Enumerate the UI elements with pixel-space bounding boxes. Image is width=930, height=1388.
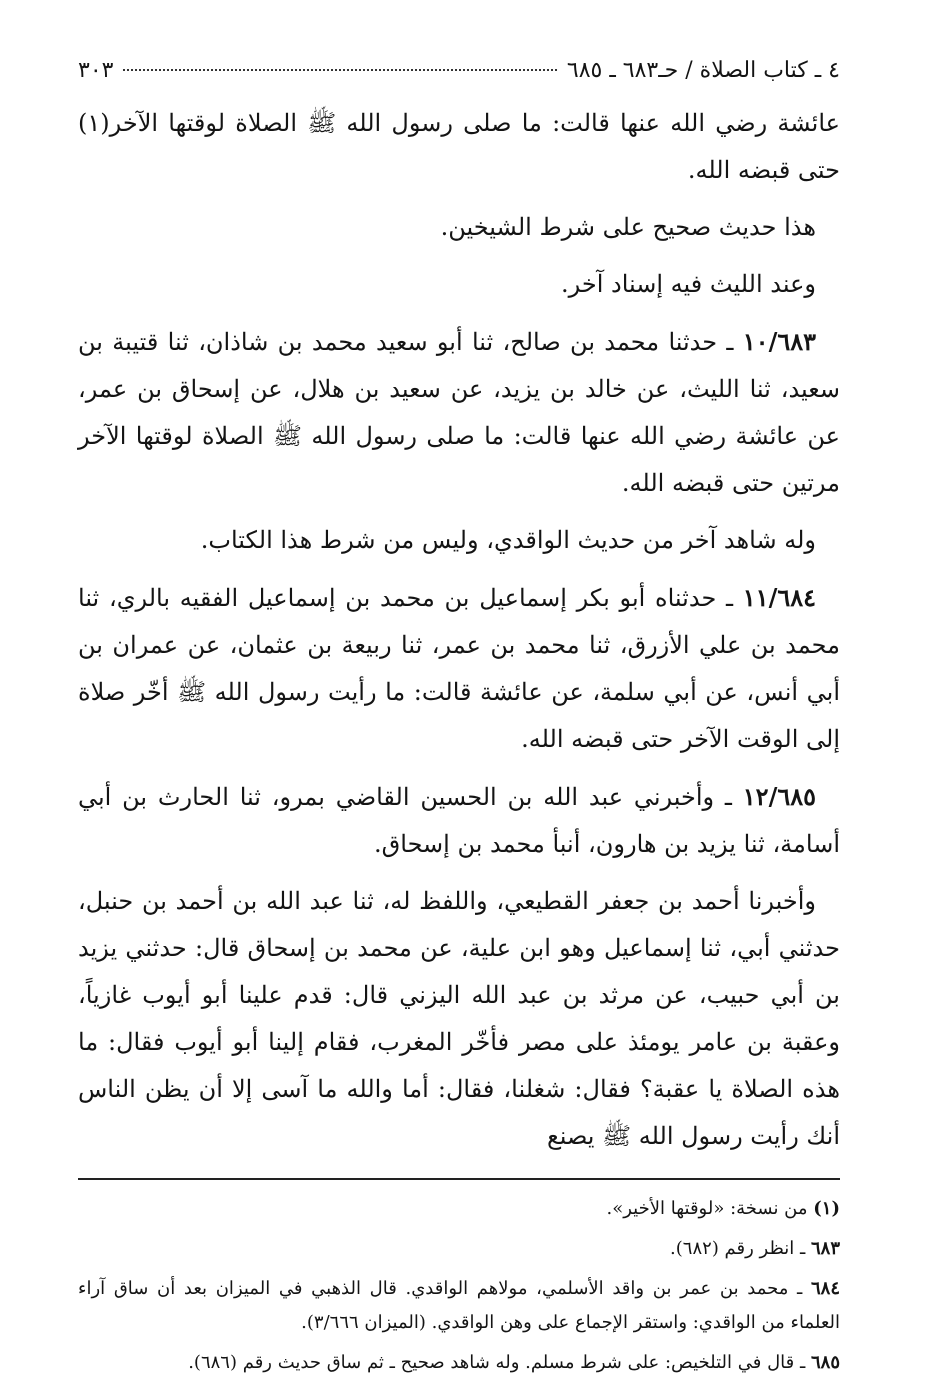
footnotes: [78, 1192, 840, 1380]
hadith-number: ١١/٦٨٤: [742, 583, 816, 612]
footnote: [78, 1232, 840, 1266]
hadith-text: ـ وأخبرني عبد الله بن الحسين القاضي بمرو، ثنا الحارث بن أبي أسامة، ثنا يزيد بن هارون، أنبأ محمد بن إسحاق.: [78, 783, 840, 858]
hadith-paragraph: [78, 318, 840, 507]
hadith-paragraph: [78, 574, 840, 763]
hadith-number: ١٠/٦٨٣: [742, 327, 816, 356]
hadith-text: ـ حدثنا محمد بن صالح، ثنا أبو سعيد محمد بن شاذان، ثنا قتيبة بن سعيد، ثنا الليث، عن خالد بن يزيد، عن سعيد بن هلال، عن إسحاق بن عمر، عن عائشة رضي الله عنها قالت: ما صلى رسول الله ﷺ الصلاة لوقتها الآخر مرتين حتى قبضه الله.: [78, 328, 841, 497]
footnote-text: ـ انظر رقم (٦٨٢).: [670, 1238, 811, 1259]
hadith-number: ١٢/٦٨٥: [742, 782, 816, 811]
paragraph: عائشة رضي الله عنها قالت: ما صلى رسول الله ﷺ الصلاة لوقتها الآخر(١) حتى قبضه الله.: [78, 109, 840, 184]
footnote-number: ٦٨٣: [810, 1238, 840, 1259]
running-title: ٤ ـ كتاب الصلاة / حـ٦٨٣ ـ ٦٨٥: [566, 58, 840, 83]
page-number: ٣٠٣: [78, 58, 114, 83]
footnote: [78, 1346, 840, 1380]
paragraph: وعند الليث فيه إسناد آخر.: [561, 270, 816, 298]
footnote-text: ـ قال في التلخيص: على شرط مسلم. وله شاهد صحيح ـ ثم ساق حديث رقم (٦٨٦).: [188, 1352, 811, 1373]
hadith-paragraph: [78, 773, 840, 868]
dotted-leader: [123, 69, 556, 71]
paragraph: وأخبرنا أحمد بن جعفر القطيعي، واللفظ له، ثنا عبد الله بن أحمد بن حنبل، حدثني أبي، ثنا إسماعيل وهو ابن علية، عن محمد بن إسحاق قال: حدثني يزيد بن أبي حبيب، عن مرثد بن عبد الله اليزني قال: قدم علينا أبو أيوب غازياً، وعقبة بن عامر يومئذ على مصر فأخّر المغرب، فقام إلينا أبو أيوب فقال: ما هذه الصلاة يا عقبة؟ فقال: شغلنا، فقال: أما والله ما آسى إلا أن يظن الناس أنك رأيت رسول الله ﷺ يصنع: [78, 887, 840, 1150]
footnote-divider: [78, 1178, 840, 1180]
footnote-number: ٦٨٤: [810, 1278, 840, 1299]
hadith-text: ـ حدثناه أبو بكر إسماعيل بن محمد بن إسماعيل الفقيه بالري، ثنا محمد بن علي الأزرق، ثنا محمد بن عمر، ثنا ربيعة بن عثمان، عن عمران بن أبي أنس، عن أبي سلمة، عن عائشة قالت: ما رأيت رسول الله ﷺ أخّر صلاة إلى الوقت الآخر حتى قبضه الله.: [78, 584, 840, 753]
page-header: [78, 58, 840, 100]
paragraph: وله شاهد آخر من حديث الواقدي، وليس من شرط هذا الكتاب.: [200, 526, 816, 554]
footnote: [78, 1192, 840, 1226]
paragraph: هذا حديث صحيح على شرط الشيخين.: [440, 213, 816, 241]
footnote-number: ٦٨٥: [810, 1352, 840, 1373]
footnote-text: ـ محمد بن عمر بن واقد الأسلمي، مولاهم الواقدي. قال الذهبي في الميزان بعد أن ساق آراء العلماء من الواقدي: واستقر الإجماع على وهن الواقدي. (الميزان ٣/٦٦٦).: [78, 1278, 840, 1333]
book-page: [78, 58, 840, 1386]
main-text: [78, 100, 840, 1160]
footnote-text: من نسخة: «لوقتها الأخير».: [606, 1198, 814, 1219]
footnote: [78, 1272, 840, 1340]
footnote-number: (١): [813, 1198, 840, 1219]
